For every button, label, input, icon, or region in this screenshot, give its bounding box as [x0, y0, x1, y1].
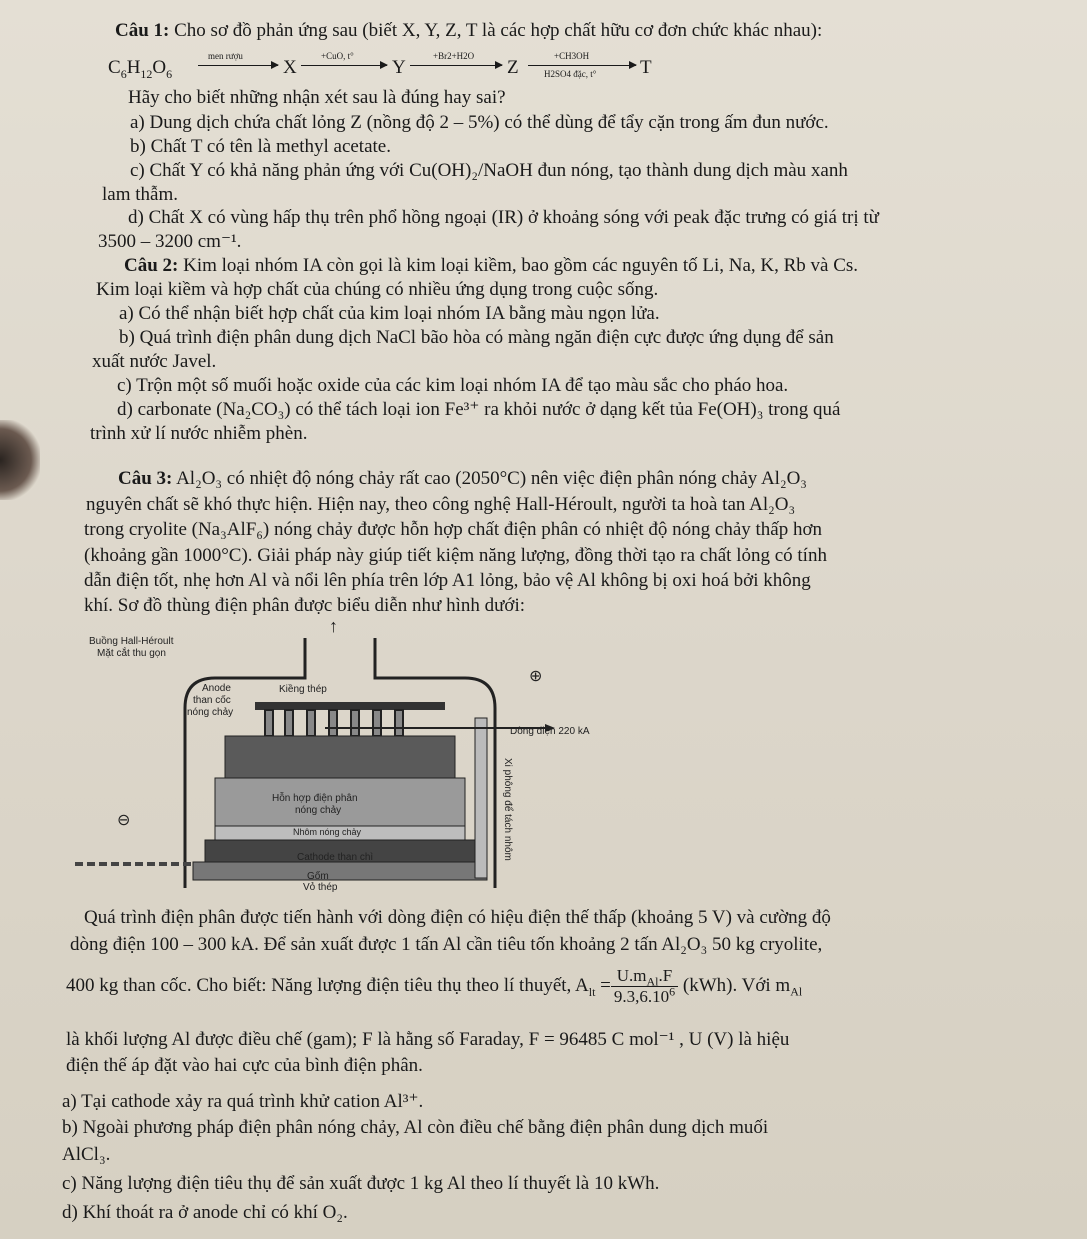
positive-terminal-icon: ⊕: [529, 668, 543, 685]
anode-label: Anode: [202, 683, 231, 694]
electrolyte-label-2: nóng chảy: [295, 805, 342, 816]
siphon-pipe: [475, 718, 487, 878]
species-z: Z: [507, 57, 519, 78]
arrow-2: [301, 65, 387, 66]
arrow-3: [410, 65, 502, 66]
q3-statement-c: c) Năng lượng điện tiêu thụ để sản xuất được 1 kg Al theo lí thuyết là 10 kWh.: [62, 1173, 660, 1194]
q1-statement-a: a) Dung dịch chứa chất lỏng Z (nồng độ 2 – 5%) có thể dùng để tẩy cặn trong ấm đun nước.: [130, 112, 829, 133]
q3-paragraph-line-4: (khoảng gần 1000°C). Giải pháp này giúp tiết kiệm năng lượng, đồng thời tạo ra chất lỏng có tính: [84, 545, 827, 566]
q2-statement-c: c) Trộn một số muối hoặc oxide của các kim loại nhóm IA để tạo màu sắc cho pháo hoa.: [117, 375, 789, 396]
step3-label: +Br2+H2O: [433, 51, 475, 61]
q3-setup-line-2: dòng điện 100 – 300 kA. Để sản xuất được 1 tấn Al cần tiêu tốn khoảng 2 tấn Al₂O₃ 50 kg cryolite,: [70, 934, 823, 955]
steel-beam: [255, 702, 445, 710]
glucose-formula: $C_6H_{12}O_6$: [108, 57, 173, 81]
q2-intro: [124, 254, 858, 278]
q1-statement-d-cont: 3500 – 3200 cm⁻¹.: [98, 231, 242, 252]
gas-outlet-arrow: ↑: [329, 616, 338, 636]
q3-formula-line: 400 kg than cốc. Cho biết: Năng lượng điện tiêu thụ theo lí thuyết, $A_{lt}$ = $\frac{U.m_{Al}.F}{9.3,6.10^6}$ (kWh). Với $m_{Al}$: [66, 966, 803, 1006]
q3-paragraph-line-5: dẫn điện tốt, nhẹ hơn Al và nổi lên phía trên lớp A1 lỏng, bảo vệ Al không bị oxi hoá bởi không: [84, 570, 811, 591]
siphon-label: Xi phông để tách nhôm: [502, 758, 513, 861]
anode-label-2: than cốc: [193, 695, 231, 706]
q3-setup-line-4: là khối lượng Al được điều chế (gam); F là hằng số Faraday, F = 96485 C mol⁻¹ , U (V) là hiệu: [66, 1029, 790, 1050]
current-label: Dòng điện 220 kA: [510, 726, 590, 737]
q1-label: Câu 1:: [115, 20, 170, 41]
step1-label: men rượu: [208, 51, 243, 61]
anode-label-3: nóng chảy: [187, 707, 234, 718]
q3-setup-line-1: Quá trình điện phân được tiến hành với dòng điện có hiệu điện thế thấp (khoảng 5 V) và cường độ: [84, 907, 831, 928]
q3-intro: [118, 467, 807, 491]
species-x: X: [283, 57, 297, 78]
q3-statement-a: a) Tại cathode xảy ra quá trình khử cation Al³⁺.: [62, 1091, 424, 1112]
q1-statement-d: d) Chất X có vùng hấp thụ trên phổ hồng ngoại (IR) ở khoảng sóng với peak đặc trưng có giá trị từ: [128, 207, 879, 228]
q2-statement-b-cont: xuất nước Javel.: [92, 351, 217, 372]
arrow-4: [528, 65, 636, 66]
cell-drawing: [75, 618, 635, 908]
arrow-1: [198, 65, 278, 66]
hall-heroult-diagram: [75, 618, 635, 908]
electrolyte-label: Hỗn hợp điện phân: [272, 793, 358, 804]
steel-beam-label: Kiềng thép: [279, 684, 327, 695]
q2-statement-d-cont: trình xử lí nước nhiễm phèn.: [90, 423, 308, 444]
q3-paragraph-line-2: nguyên chất sẽ khó thực hiện. Hiện nay, theo công nghệ Hall-Héroult, người ta hoà tan Al₂O₃: [86, 494, 796, 515]
figure-title: Buồng Hall-Héroult: [89, 636, 174, 647]
q1-statement-b: b) Chất T có tên là methyl acetate.: [130, 136, 391, 157]
formula-tail: (kWh). Với m: [682, 974, 791, 996]
q1-intro-text: Cho sơ đồ phản ứng sau (biết X, Y, Z, T là các hợp chất hữu cơ đơn chức khác nhau):: [169, 20, 823, 41]
cathode-label: Cathode than chì: [297, 852, 374, 863]
formula-fraction: [611, 966, 678, 1007]
species-y: Y: [392, 57, 406, 78]
formula-tail-sub: Al: [790, 984, 803, 999]
formula-lhs: $A_{lt}$: [575, 974, 596, 999]
q2-statement-b: b) Quá trình điện phân dung dịch NaCl bão hòa có màng ngăn điện cực được ứng dụng để sản: [119, 327, 834, 348]
negative-terminal-icon: ⊖: [117, 812, 131, 829]
q3-statement-b-cont: AlCl₃.: [62, 1144, 111, 1165]
q2-statement-d: d) carbonate (Na₂CO₃) có thể tách loại ion Fe³⁺ ra khỏi nước ở dạng kết tủa Fe(OH)₃ trong quá: [117, 399, 841, 420]
anode-blocks: [225, 736, 455, 778]
q1-statement-c-cont: lam thẫm.: [102, 184, 178, 205]
q3-setup-line-5: điện thế áp đặt vào hai cực của bình điện phân.: [66, 1055, 423, 1076]
q3-intro-text: Al₂O₃ có nhiệt độ nóng chảy rất cao (2050°C) nên việc điện phân nóng chảy Al₂O₃: [172, 468, 807, 489]
insulating-brick: [193, 862, 487, 880]
brick-label: Gốm: [307, 871, 329, 882]
q3-paragraph-line-3: trong cryolite (Na₃AlF₆) nóng chảy được hỗn hợp chất điện phân có nhiệt độ nóng chảy thấp hơn: [84, 519, 823, 540]
species-t: T: [640, 57, 652, 78]
formula-numerator: $U.m_{Al}.F$: [611, 966, 678, 987]
figure-subtitle: Mặt cắt thu gọn: [97, 648, 166, 659]
step4-top-label: +CH3OH: [554, 51, 590, 61]
q1-intro: [115, 19, 822, 43]
q3-statement-b: b) Ngoài phương pháp điện phân nóng chảy, Al còn điều chế bằng điện phân dung dịch muối: [62, 1117, 769, 1138]
q2-label: Câu 2:: [124, 255, 179, 276]
step2-label: +CuO, t°: [321, 51, 354, 61]
formula-denominator: 9.3,6.10$^6$: [613, 984, 676, 1006]
q2-intro-cont: Kim loại kiềm và hợp chất của chúng có nhiều ứng dụng trong cuộc sống.: [96, 279, 659, 300]
formula-intro: 400 kg than cốc. Cho biết: Năng lượng điện tiêu thụ theo lí thuyết,: [66, 974, 572, 996]
step4-bottom-label: H2SO4 đặc, t°: [544, 69, 597, 79]
q2-statement-a: a) Có thể nhận biết hợp chất của kim loại nhóm IA bằng màu ngọn lửa.: [119, 303, 660, 324]
anode-rods: [265, 710, 403, 736]
reaction-scheme: [108, 47, 668, 87]
finger-shadow: [0, 420, 40, 500]
molten-al-label: Nhôm nóng chảy: [293, 827, 362, 837]
q2-intro-text: Kim loại nhóm IA còn gọi là kim loại kiềm, bao gồm các nguyên tố Li, Na, K, Rb và Cs.: [178, 255, 859, 276]
shell-label: Vỏ thép: [303, 882, 338, 893]
q1-statement-c: c) Chất Y có khả năng phản ứng với Cu(OH)₂/NaOH đun nóng, tạo thành dung dịch màu xanh: [130, 160, 848, 181]
q3-label: Câu 3:: [118, 468, 173, 489]
q1-question: Hãy cho biết những nhận xét sau là đúng hay sai?: [128, 87, 506, 108]
q3-paragraph-line-6: khí. Sơ đồ thùng điện phân được biểu diễn như hình dưới:: [84, 595, 525, 616]
q3-statement-d: d) Khí thoát ra ở anode chỉ có khí O₂.: [62, 1202, 348, 1223]
